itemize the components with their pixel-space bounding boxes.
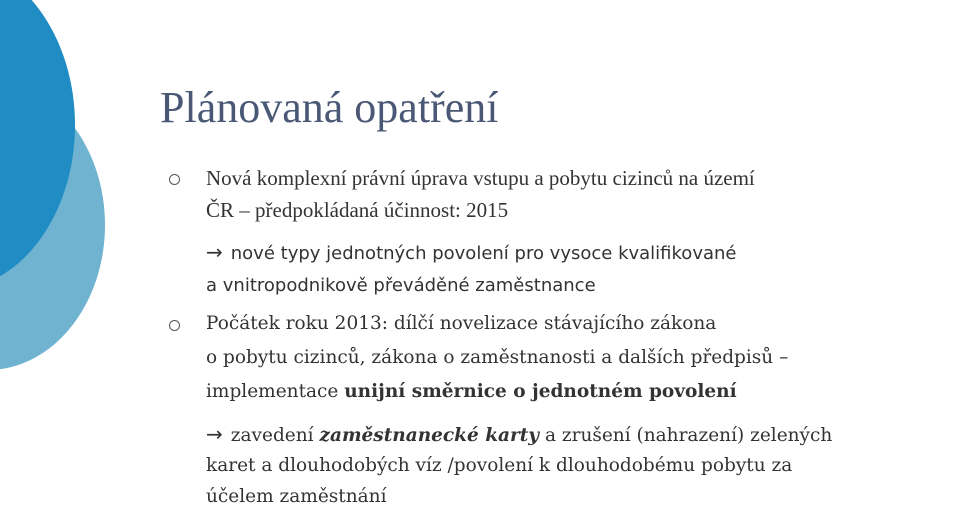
hollow-circle-bullet-icon (169, 320, 180, 331)
slide-title: Plánovaná opatření (160, 83, 499, 132)
bullet-2-line-1: Počátek roku 2013: dílčí novelizace stávajícího zákona (206, 313, 717, 334)
bullet-2-line-3-plain: implementace (206, 381, 345, 402)
bullet-2-line-3-bold: unijní směrnice o jednotném povolení (344, 381, 737, 402)
bullet-1-line-2: ČR – předpokládaná účinnost: 2015 (206, 198, 509, 222)
bullet-1-line-1: Nová komplexní právní úprava vstupu a pobytu cizinců na území (206, 166, 755, 190)
bullet-2-sub-pre: zavedení (230, 425, 320, 446)
bullet-2-sub-post: a zrušení (nahrazení) zelených (539, 425, 833, 446)
right-arrow-icon: → (206, 240, 223, 264)
bullet-1-sub-text-1: nové typy jednotných povolení pro vysoce kvalifikované (230, 243, 737, 264)
bullet-1-sub-line-2: a vnitropodnikově převáděné zaměstnance (206, 275, 596, 296)
bullet-2-line-3 (206, 381, 737, 402)
bullet-2-sub-line-1 (206, 422, 832, 446)
hollow-circle-bullet-icon (169, 174, 180, 185)
bullet-2-sub-line-3: účelem zaměstnání (206, 486, 387, 507)
bullet-2-line-2: o pobytu cizinců, zákona o zaměstnanosti a dalších předpisů – (206, 347, 789, 368)
right-arrow-icon: → (206, 422, 223, 446)
bullet-2-sub-line-2: karet a dlouhodobých víz /povolení k dlouhodobému pobytu za (206, 455, 793, 476)
bullet-1-sub-line-1 (206, 240, 736, 264)
bullet-2-sub-bold-italic: zaměstnanecké karty (319, 425, 540, 446)
